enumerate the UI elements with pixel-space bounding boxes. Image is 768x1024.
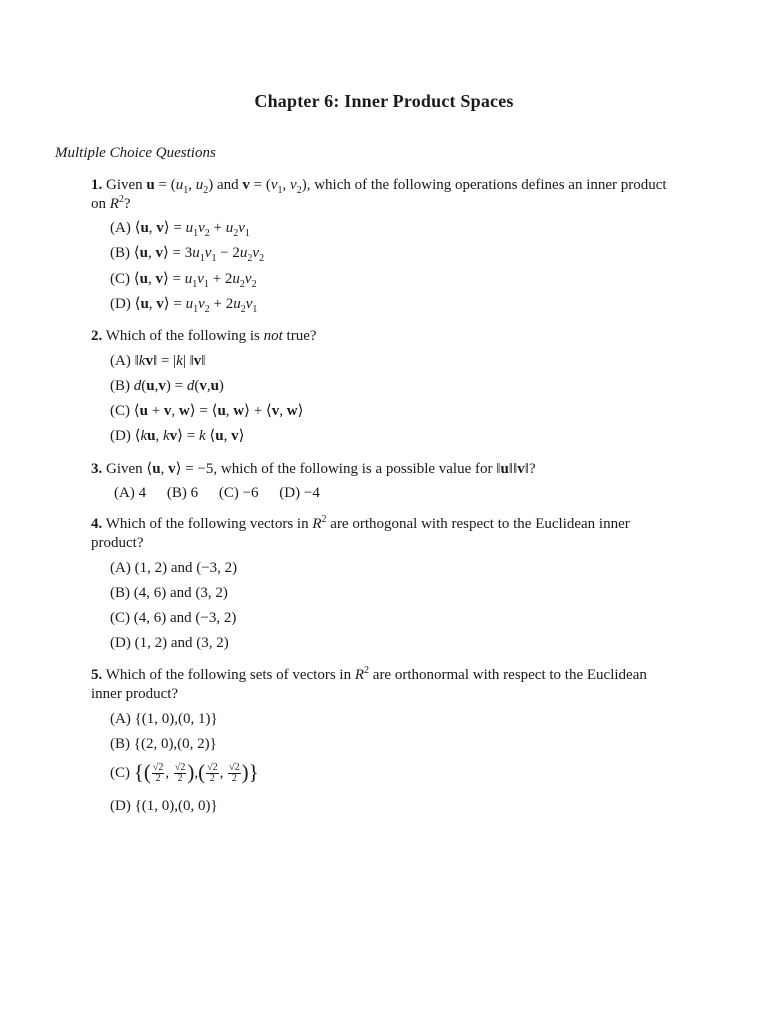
question-2-option-b: (B) d(u,v) = d(v,u) (110, 378, 224, 394)
question-4-option-d: (D) (1, 2) and (3, 2) (110, 635, 229, 651)
question-4-stem (91, 515, 681, 553)
question-4-text: Which of the following vectors in $R^2$ are orthogonal with respect to the Euclidean inner product? (91, 514, 630, 551)
question-3-option-c: (C) −6 (218, 485, 259, 501)
question-number: 5. (91, 667, 103, 683)
question-5-text: Which of the following sets of vectors in $R^2$ are orthonormal with respect to the Euclidean inner product? (91, 665, 647, 702)
question-1-option-b: (B) ⟨u, v⟩ = $3u_1v_1 - 2u_2v_2$ (110, 245, 265, 264)
question-number: 2. (91, 328, 103, 344)
question-5-stem (91, 666, 681, 704)
question-1-option-d: (D) ⟨u, v⟩ = $u_1v_2 + 2u_2v_1$ (110, 296, 258, 315)
question-1-text: Given $u = (u_1$, $u_2$) and $v = (v_1$, $v_2$), which of the following operations defines an inner product on $R^2$? (91, 177, 667, 212)
question-2-stem (91, 327, 681, 346)
question-1-stem (91, 176, 681, 214)
question-5-option-a: (A) {(1, 0),(0, 1)} (110, 711, 218, 727)
question-4-option-b: (B) (4, 6) and (3, 2) (110, 585, 228, 601)
question-1-option-a: (A) ⟨u, v⟩ = $u_1v_2 + u_2v_1$ (110, 220, 250, 239)
question-3-option-a: (A) 4 (114, 485, 147, 501)
question-5-option-b: (B) {(2, 0),(0, 2)} (110, 736, 217, 752)
question-3-option-b: (B) 6 (166, 485, 199, 501)
question-3-stem (91, 460, 681, 479)
question-1-option-c: (C) ⟨u, v⟩ = $u_1v_1 + 2u_2v_2$ (110, 271, 257, 290)
question-2-option-a: (A) ‖kv‖ = |k| ‖v‖ (110, 353, 206, 369)
question-number: 3. (91, 461, 103, 477)
question-3-option-d: (D) −4 (279, 485, 320, 501)
question-2-option-c: (C) ⟨u + v, w⟩ = ⟨u, w⟩ + ⟨v, w⟩ (110, 403, 304, 419)
question-4-option-a: (A) (1, 2) and (−3, 2) (110, 560, 238, 576)
question-3-options (114, 485, 337, 502)
section-heading: Multiple Choice Questions (55, 145, 216, 161)
question-2-option-d: (D) ⟨ku, kv⟩ = k ⟨u, v⟩ (110, 428, 245, 444)
question-3-text: Given ⟨u, v⟩ = −5, which of the following is a possible value for ‖u‖‖v‖? (106, 461, 536, 477)
question-5-option-c: (C) {( $\frac{√2}{2}$ , $\frac{√2}{2}$ ),( $\frac{√2}{2}$ , $\frac{√2}{2}$ )} (110, 760, 259, 785)
question-number: 1. (91, 177, 103, 193)
page-title: Chapter 6: Inner Product Spaces (254, 91, 514, 111)
question-4-option-c: (C) (4, 6) and (−3, 2) (110, 610, 237, 626)
question-2-text: Which of the following is not true? (105, 328, 317, 344)
question-number: 4. (91, 516, 103, 532)
question-5-option-d: (D) {(1, 0),(0, 0)} (110, 798, 218, 814)
